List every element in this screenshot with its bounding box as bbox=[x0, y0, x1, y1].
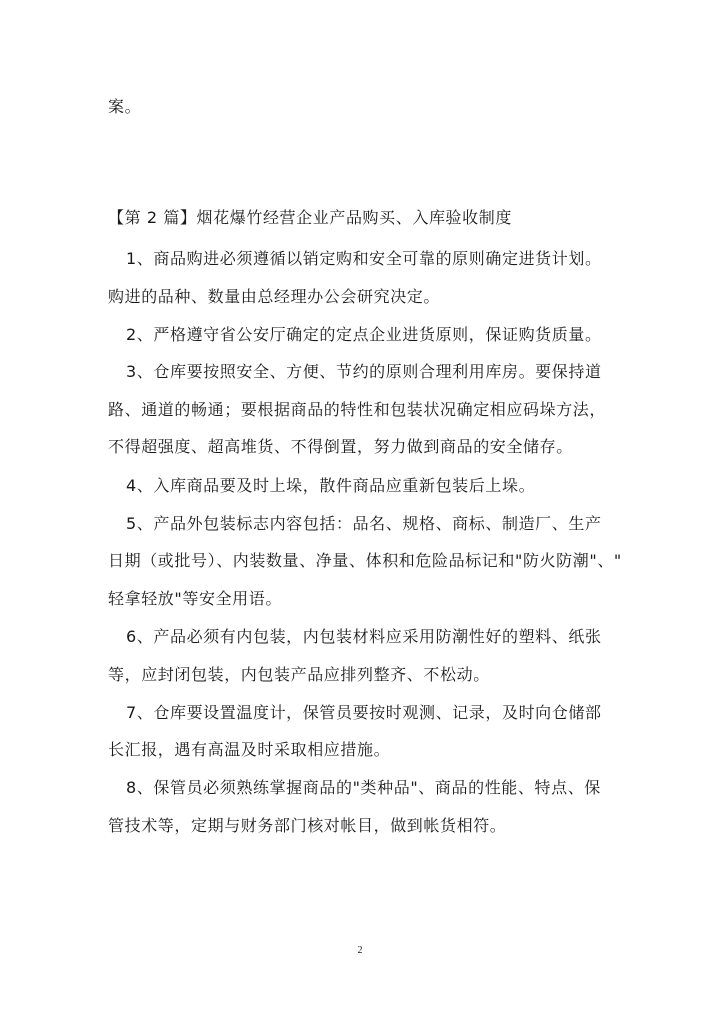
paragraph-6-line-2: 等，应封闭包装，内包装产品应排列整齐、不松动。 bbox=[108, 665, 490, 684]
paragraph-5-line-2: 日期（或批号）、内装数量、净量、体积和危险品标记和"防火防潮"、" bbox=[108, 551, 622, 570]
paragraph-2-line-1: 2、严格遵守省公安厅确定的定点企业进货原则，保证购货质量。 bbox=[126, 325, 602, 344]
paragraph-3-line-1: 3、仓库要按照安全、方便、节约的原则合理利用库房。要保持道 bbox=[126, 362, 602, 381]
paragraph-3-line-2: 路、通道的畅通；要根据商品的特性和包装状况确定相应码垛方法， bbox=[108, 400, 607, 419]
paragraph-7-line-1: 7、仓库要设置温度计，保管员要按时观测、记录，及时向仓储部 bbox=[126, 703, 602, 722]
paragraph-5-line-1: 5、产品外包装标志内容包括：品名、规格、商标、制造厂、生产 bbox=[126, 514, 602, 533]
paragraph-8-line-2: 管技术等，定期与财务部门核对帐目，做到帐货相符。 bbox=[108, 816, 507, 835]
paragraph-1-line-2: 购进的品种、数量由总经理办公会研究决定。 bbox=[108, 287, 441, 306]
paragraph-7-line-2: 长汇报，遇有高温及时采取相应措施。 bbox=[108, 740, 391, 759]
paragraph-5-line-3: 轻拿轻放"等安全用语。 bbox=[108, 589, 282, 608]
paragraph-8-line-1: 8、保管员必须熟练掌握商品的"类种品"、商品的性能、特点、保 bbox=[126, 778, 601, 797]
paragraph-3-line-3: 不得超强度、超高堆货、不得倒置，努力做到商品的安全储存。 bbox=[108, 437, 573, 456]
paragraph-6-line-1: 6、产品必须有内包装，内包装材料应采用防潮性好的塑料、纸张 bbox=[126, 627, 602, 646]
paragraph-4-line-1: 4、入库商品要及时上垛，散件商品应重新包装后上垛。 bbox=[126, 476, 536, 495]
section-heading: 【第 2 篇】烟花爆竹经营企业产品购买、入库验收制度 bbox=[108, 208, 512, 227]
paragraph-1-line-1: 1、商品购进必须遵循以销定购和安全可靠的原则确定进货计划。 bbox=[126, 249, 602, 268]
text-line-carryover: 案。 bbox=[108, 97, 142, 116]
page-number: 2 bbox=[357, 945, 363, 956]
